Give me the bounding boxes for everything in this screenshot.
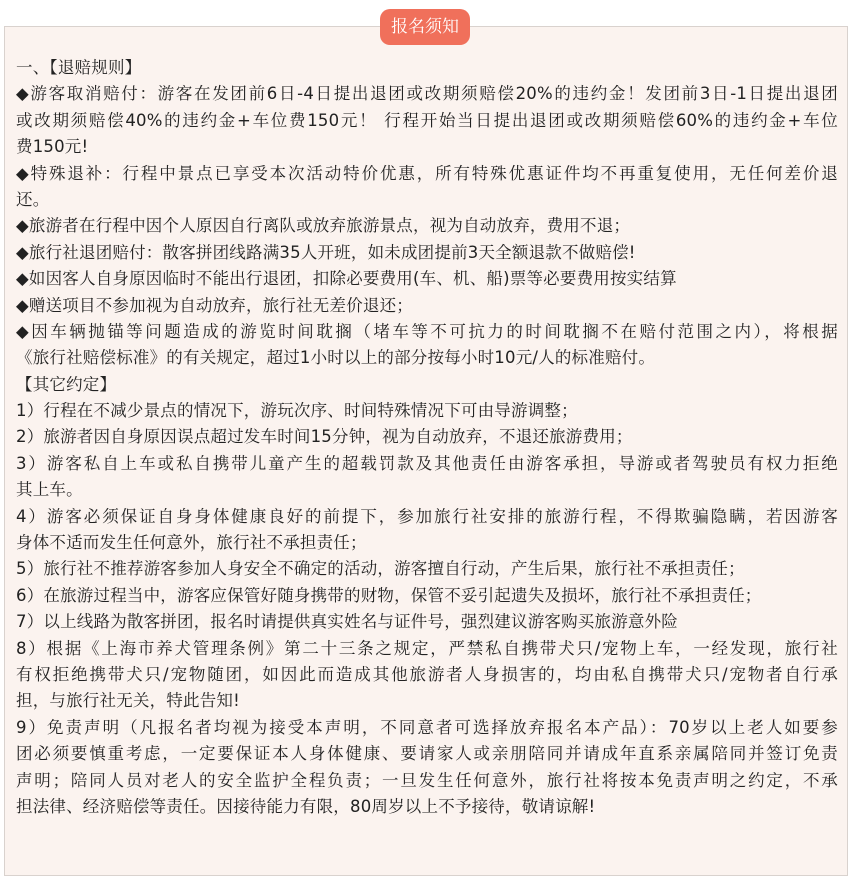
refund-line: 还。: [16, 189, 50, 209]
page-title: 报名须知: [380, 9, 470, 45]
refund-line: 《旅行社赔偿标准》的有关规定，超过1小时以上的部分按每小时10元/人的标准赔付。: [16, 348, 656, 368]
rule-line: 担，与旅行社无关，特此告知!: [16, 691, 240, 711]
rule-line: 7）以上线路为散客拼团，报名时请提供真实姓名与证件号，强烈建议游客购买旅游意外险: [16, 612, 678, 632]
refund-line: ◆因车辆抛锚等问题造成的游览时间耽搁（堵车等不可抗力的时间耽搁不在赔付范围之内），将根据: [16, 321, 838, 341]
rule-line: 有权拒绝携带犬只/宠物随团，如因此而造成其他旅游者人身损害的，均由私自携带犬只/宠物者自行承: [16, 664, 838, 684]
rule-line: 2）旅游者因自身原因误点超过发车时间15分钟，视为自动放弃，不退还旅游费用；: [16, 427, 633, 447]
rule-line: 3）游客私自上车或私自携带儿童产生的超载罚款及其他责任由游客承担，导游或者驾驶员有权力拒绝: [16, 453, 838, 473]
rule-line: 团必须要慎重考虑，一定要保证本人身体健康、要请家人或亲朋陪同并请成年直系亲属陪同并签订免责: [16, 744, 838, 764]
rule-line: 5）旅行社不推荐游客参加人身安全不确定的活动，游客擅自行动，产生后果，旅行社不承担责任；: [16, 559, 745, 579]
refund-rules-heading: 一、【退赔规则】: [16, 58, 142, 77]
rule-line: 声明；陪同人员对老人的安全监护全程负责；一旦发生任何意外，旅行社将按本免责声明之约定，不承: [16, 770, 838, 790]
rule-line: 其上车。: [16, 480, 83, 500]
refund-line: ◆游客取消赔付：游客在发团前6日-4日提出退团或改期须赔偿20%的违约金！发团前3日-1日提出退团: [16, 84, 838, 104]
rule-line: 1）行程在不减少景点的情况下，游玩次序、时间特殊情况下可由导游调整；: [16, 401, 578, 421]
other-rules-heading: 【其它约定】: [16, 374, 117, 394]
refund-line: ◆如因客人自身原因临时不能出行退团，扣除必要费用(车、机、船)票等必要费用按实结算: [16, 269, 677, 289]
rule-line: 身体不适而发生任何意外，旅行社不承担责任；: [16, 533, 367, 553]
refund-line: ◆赠送项目不参加视为自动放弃，旅行社无差价退还；: [16, 295, 413, 315]
refund-line: ◆旅行社退团赔付：散客拼团线路满35人开班，如未成团提前3天全额退款不做赔偿!: [16, 242, 636, 262]
refund-line: 或改期须赔偿40%的违约金+车位费150元！ 行程开始当日提出退团或改期须赔偿60%的违约金+车位: [16, 110, 838, 130]
refund-line: ◆旅游者在行程中因个人原因自行离队或放弃旅游景点，视为自动放弃，费用不退；: [16, 216, 631, 236]
rule-line: 担法律、经济赔偿等责任。因接待能力有限，80周岁以上不予接待，敬请谅解!: [16, 796, 596, 816]
rule-line: 8）根据《上海市养犬管理条例》第二十三条之规定，严禁私自携带犬只/宠物上车，一经发现，旅行社: [16, 638, 838, 658]
notice-content: [16, 55, 838, 820]
rule-line: 4）游客必须保证自身身体健康良好的前提下，参加旅行社安排的旅游行程，不得欺骗隐瞒，若因游客: [16, 506, 838, 526]
rule-line: 6）在旅游过程当中，游客应保管好随身携带的财物，保管不妥引起遗失及损坏，旅行社不承担责任；: [16, 585, 762, 605]
refund-line: 费150元!: [16, 137, 89, 157]
rule-line: 9）免责声明（凡报名者均视为接受本声明，不同意者可选择放弃报名本产品）：70岁以上老人如要参: [16, 717, 838, 737]
refund-line: ◆特殊退补：行程中景点已享受本次活动特价优惠，所有特殊优惠证件均不再重复使用，无任何差价退: [16, 163, 838, 183]
